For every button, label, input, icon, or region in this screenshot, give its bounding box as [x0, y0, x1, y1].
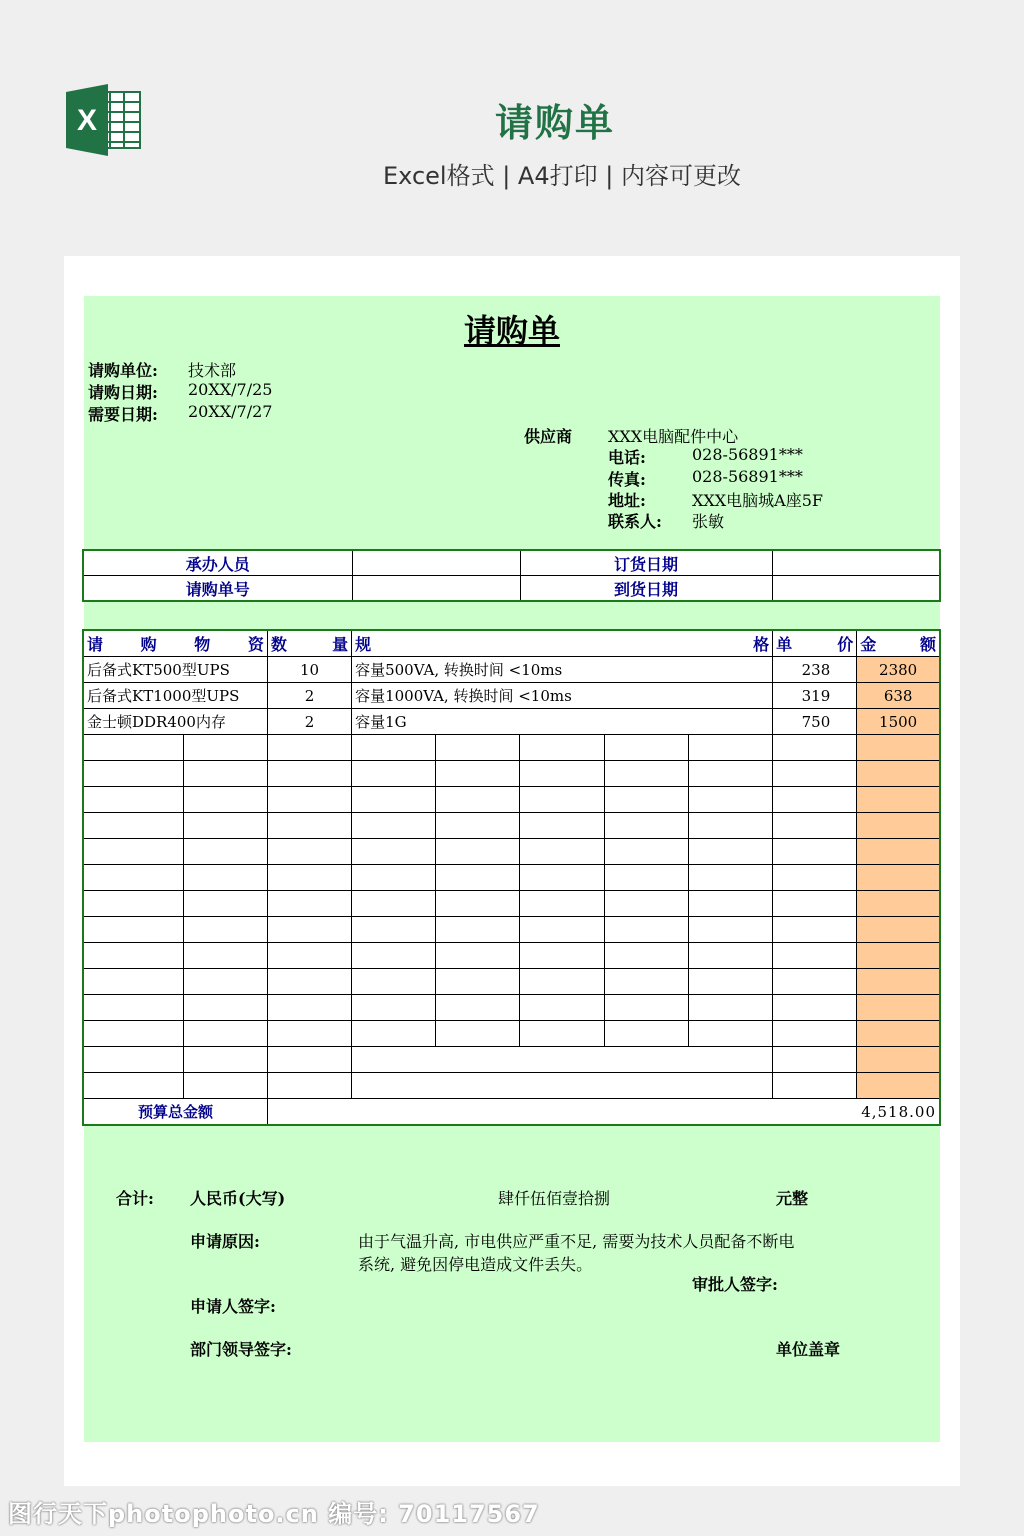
rmb-label: 人民币(大写)	[190, 1189, 286, 1208]
header-name-char: 请	[87, 635, 104, 654]
empty-cell[interactable]	[436, 839, 520, 865]
empty-cell[interactable]	[604, 917, 688, 943]
empty-cell[interactable]	[83, 813, 183, 839]
header-name-char: 购	[140, 635, 157, 654]
handler-cell[interactable]	[352, 550, 520, 576]
total-label: 预算总金额	[83, 1099, 267, 1126]
empty-cell[interactable]	[857, 917, 940, 943]
empty-cell[interactable]	[352, 813, 436, 839]
empty-cell[interactable]	[436, 865, 520, 891]
empty-cell[interactable]	[436, 943, 520, 969]
empty-cell[interactable]	[773, 787, 857, 813]
requester-unit-label: 请购单位:	[88, 361, 158, 380]
empty-cell[interactable]	[352, 735, 436, 761]
item-name[interactable]: 后备式KT1000型UPS	[83, 683, 267, 709]
empty-cell[interactable]	[688, 813, 772, 839]
empty-cell[interactable]	[688, 839, 772, 865]
empty-cell[interactable]	[267, 787, 351, 813]
empty-cell[interactable]	[688, 943, 772, 969]
empty-cell[interactable]	[267, 891, 351, 917]
empty-cell[interactable]	[773, 839, 857, 865]
empty-cell[interactable]	[83, 735, 183, 761]
empty-row	[83, 787, 940, 813]
empty-cell[interactable]	[267, 917, 351, 943]
empty-cell[interactable]	[83, 917, 183, 943]
address-label: 地址:	[608, 491, 646, 510]
empty-cell[interactable]	[267, 839, 351, 865]
supplier-value: XXX电脑配件中心	[608, 427, 739, 446]
address-value: XXX电脑城A座5F	[692, 491, 824, 510]
empty-cell[interactable]	[352, 943, 436, 969]
empty-cell[interactable]	[352, 787, 436, 813]
item-spec[interactable]: 容量500VA, 转换时间 <10ms	[352, 657, 773, 683]
empty-cell[interactable]	[83, 969, 183, 995]
seal-label: 单位盖章	[776, 1340, 841, 1359]
empty-cell[interactable]	[688, 761, 772, 787]
contact-value: 张敏	[692, 512, 725, 531]
empty-cell[interactable]	[267, 1073, 351, 1099]
empty-cell[interactable]	[267, 813, 351, 839]
empty-cell[interactable]	[267, 761, 351, 787]
item-price[interactable]: 238	[773, 657, 857, 683]
fax-value: 028-56891***	[692, 467, 803, 486]
page-subtitle: Excel格式 | A4打印 | 内容可更改	[383, 162, 741, 190]
empty-cell[interactable]	[352, 839, 436, 865]
empty-cell[interactable]	[352, 865, 436, 891]
empty-cell[interactable]	[436, 787, 520, 813]
empty-row	[83, 917, 940, 943]
empty-cell[interactable]	[83, 1073, 183, 1099]
applicant-signature-label: 申请人签字:	[190, 1297, 276, 1316]
rmb-amount-text: 肆仟伍佰壹拾捌	[498, 1189, 611, 1208]
empty-cell[interactable]	[688, 995, 772, 1021]
empty-row	[83, 839, 940, 865]
empty-row	[83, 943, 940, 969]
fax-label: 传真:	[608, 470, 646, 489]
page-title: 请购单	[494, 101, 615, 145]
empty-cell[interactable]	[183, 969, 267, 995]
empty-row	[83, 1047, 940, 1073]
empty-cell[interactable]	[436, 891, 520, 917]
empty-cell[interactable]	[352, 1047, 773, 1073]
empty-cell[interactable]	[267, 969, 351, 995]
header-amount	[857, 630, 940, 657]
empty-cell[interactable]	[436, 917, 520, 943]
empty-cell[interactable]	[857, 865, 940, 891]
empty-cell[interactable]	[857, 839, 940, 865]
total-value: 4,518.00	[267, 1099, 940, 1126]
empty-cell[interactable]	[773, 1073, 857, 1099]
phone-label: 电话:	[608, 448, 646, 467]
empty-row	[83, 865, 940, 891]
phone-value: 028-56891***	[692, 445, 803, 464]
svg-text:X: X	[76, 104, 98, 137]
empty-cell[interactable]	[520, 761, 604, 787]
arrival-date-label: 到货日期	[520, 576, 772, 602]
info-table	[82, 549, 941, 602]
empty-cell[interactable]	[520, 787, 604, 813]
empty-cell[interactable]	[520, 1021, 604, 1047]
empty-cell[interactable]	[773, 865, 857, 891]
reason-line-2: 系统, 避免因停电造成文件丢失。	[358, 1255, 593, 1274]
empty-cell[interactable]	[267, 1047, 351, 1073]
empty-cell[interactable]	[183, 865, 267, 891]
header-price-char: 价	[837, 635, 854, 654]
header-qty-char: 量	[332, 635, 349, 654]
empty-cell[interactable]	[183, 813, 267, 839]
empty-cell[interactable]	[83, 1021, 183, 1047]
reason-label: 申请原因:	[190, 1232, 260, 1251]
empty-cell[interactable]	[857, 943, 940, 969]
empty-cell[interactable]	[436, 735, 520, 761]
empty-cell[interactable]	[352, 917, 436, 943]
item-name[interactable]: 后备式KT500型UPS	[83, 657, 267, 683]
empty-cell[interactable]	[604, 943, 688, 969]
empty-cell[interactable]	[520, 943, 604, 969]
empty-cell[interactable]	[688, 735, 772, 761]
reason-line-1: 由于气温升高, 市电供应严重不足, 需要为技术人员配备不断电	[358, 1232, 795, 1251]
empty-cell[interactable]	[857, 969, 940, 995]
empty-cell[interactable]	[352, 1021, 436, 1047]
empty-cell[interactable]	[688, 917, 772, 943]
empty-cell[interactable]	[773, 891, 857, 917]
empty-cell[interactable]	[688, 1021, 772, 1047]
empty-cell[interactable]	[183, 761, 267, 787]
header-spec	[352, 630, 773, 657]
header-qty	[267, 630, 351, 657]
empty-cell[interactable]	[83, 787, 183, 813]
empty-cell[interactable]	[773, 761, 857, 787]
items-table	[82, 629, 941, 1126]
empty-cell[interactable]	[604, 735, 688, 761]
header-spec-char: 格	[753, 635, 770, 654]
empty-cell[interactable]	[857, 787, 940, 813]
empty-cell[interactable]	[352, 969, 436, 995]
header-name-char: 资	[247, 635, 264, 654]
item-qty[interactable]: 2	[267, 709, 351, 735]
header-qty-char: 数	[270, 635, 287, 654]
empty-row	[83, 995, 940, 1021]
need-date-value: 20XX/7/27	[188, 402, 273, 421]
empty-cell[interactable]	[520, 813, 604, 839]
empty-cell[interactable]	[773, 943, 857, 969]
empty-cell[interactable]	[604, 761, 688, 787]
empty-row	[83, 761, 940, 787]
empty-cell[interactable]	[520, 735, 604, 761]
empty-cell[interactable]	[436, 813, 520, 839]
header-amount-char: 额	[919, 635, 936, 654]
empty-cell[interactable]	[773, 1047, 857, 1073]
empty-cell[interactable]	[773, 813, 857, 839]
header-spec-char: 规	[355, 635, 372, 654]
empty-cell[interactable]	[183, 891, 267, 917]
total-row	[83, 1099, 940, 1126]
approver-signature-label: 审批人签字:	[692, 1275, 778, 1294]
empty-row	[83, 891, 940, 917]
empty-cell[interactable]	[520, 891, 604, 917]
sum-label: 合计:	[116, 1189, 154, 1208]
empty-row	[83, 735, 940, 761]
header-row	[83, 630, 940, 657]
empty-cell[interactable]	[436, 995, 520, 1021]
request-no-cell[interactable]	[352, 576, 520, 602]
supplier-label: 供应商	[524, 427, 573, 446]
empty-cell[interactable]	[773, 735, 857, 761]
empty-cell[interactable]	[773, 1021, 857, 1047]
empty-cell[interactable]	[83, 995, 183, 1021]
item-spec[interactable]: 容量1G	[352, 709, 773, 735]
empty-cell[interactable]	[183, 995, 267, 1021]
watermark: 图行天下photophoto.cn 编号: 70117567	[8, 1500, 540, 1528]
empty-cell[interactable]	[83, 891, 183, 917]
request-date-label: 请购日期:	[88, 383, 158, 402]
empty-cell[interactable]	[83, 865, 183, 891]
empty-cell[interactable]	[773, 995, 857, 1021]
empty-cell[interactable]	[857, 1047, 940, 1073]
empty-cell[interactable]	[436, 1021, 520, 1047]
empty-cell[interactable]	[183, 1021, 267, 1047]
empty-cell[interactable]	[520, 865, 604, 891]
empty-cell[interactable]	[267, 865, 351, 891]
empty-cell[interactable]	[183, 839, 267, 865]
empty-cell[interactable]	[857, 1021, 940, 1047]
empty-cell[interactable]	[604, 839, 688, 865]
empty-cell[interactable]	[688, 865, 772, 891]
empty-cell[interactable]	[183, 787, 267, 813]
empty-cell[interactable]	[857, 813, 940, 839]
empty-row	[83, 1021, 940, 1047]
empty-row	[83, 969, 940, 995]
order-date-cell[interactable]	[772, 550, 940, 576]
empty-cell[interactable]	[773, 917, 857, 943]
handler-label: 承办人员	[83, 550, 352, 576]
empty-cell[interactable]	[83, 839, 183, 865]
header-amount-char: 金	[860, 635, 877, 654]
empty-cell[interactable]	[604, 865, 688, 891]
contact-label: 联系人:	[608, 512, 662, 531]
empty-cell[interactable]	[183, 917, 267, 943]
empty-cell[interactable]	[520, 969, 604, 995]
form-title: 请购单	[463, 312, 560, 350]
yuan-label: 元整	[776, 1189, 809, 1208]
item-price[interactable]: 319	[773, 683, 857, 709]
empty-cell[interactable]	[604, 1021, 688, 1047]
item-amount[interactable]: 1500	[857, 709, 940, 735]
empty-cell[interactable]	[267, 735, 351, 761]
empty-cell[interactable]	[183, 1073, 267, 1099]
empty-cell[interactable]	[436, 969, 520, 995]
empty-cell[interactable]	[857, 735, 940, 761]
empty-cell[interactable]	[267, 995, 351, 1021]
empty-row	[83, 813, 940, 839]
item-name[interactable]: 金士顿DDR400内存	[83, 709, 267, 735]
empty-cell[interactable]	[857, 995, 940, 1021]
requester-unit-value: 技术部	[188, 361, 237, 380]
empty-cell[interactable]	[688, 891, 772, 917]
empty-row	[83, 1073, 940, 1099]
order-date-label: 订货日期	[520, 550, 772, 576]
empty-cell[interactable]	[520, 917, 604, 943]
empty-cell[interactable]	[352, 761, 436, 787]
item-spec[interactable]: 容量1000VA, 转换时间 <10ms	[352, 683, 773, 709]
table-row	[83, 683, 940, 709]
empty-cell[interactable]	[688, 787, 772, 813]
empty-cell[interactable]	[267, 943, 351, 969]
empty-cell[interactable]	[436, 761, 520, 787]
empty-cell[interactable]	[267, 1021, 351, 1047]
header-price	[773, 630, 857, 657]
empty-cell[interactable]	[183, 735, 267, 761]
item-qty[interactable]: 10	[267, 657, 351, 683]
request-date-value: 20XX/7/25	[188, 380, 273, 399]
empty-cell[interactable]	[604, 891, 688, 917]
empty-cell[interactable]	[857, 1073, 940, 1099]
empty-cell[interactable]	[352, 891, 436, 917]
item-price[interactable]: 750	[773, 709, 857, 735]
empty-cell[interactable]	[857, 761, 940, 787]
empty-cell[interactable]	[352, 995, 436, 1021]
empty-cell[interactable]	[604, 813, 688, 839]
empty-cell[interactable]	[83, 761, 183, 787]
empty-cell[interactable]	[520, 839, 604, 865]
empty-cell[interactable]	[183, 1047, 267, 1073]
empty-cell[interactable]	[183, 943, 267, 969]
empty-cell[interactable]	[83, 943, 183, 969]
item-amount[interactable]: 638	[857, 683, 940, 709]
empty-cell[interactable]	[688, 969, 772, 995]
table-row	[83, 657, 940, 683]
empty-cell[interactable]	[604, 787, 688, 813]
need-date-label: 需要日期:	[88, 405, 158, 424]
empty-cell[interactable]	[773, 969, 857, 995]
request-no-label: 请购单号	[83, 576, 352, 602]
table-row	[83, 709, 940, 735]
empty-cell[interactable]	[83, 1047, 183, 1073]
dept-leader-signature-label: 部门领导签字:	[190, 1340, 292, 1359]
arrival-date-cell[interactable]	[772, 576, 940, 602]
item-qty[interactable]: 2	[267, 683, 351, 709]
header-price-char: 单	[776, 635, 793, 654]
empty-cell[interactable]	[857, 891, 940, 917]
empty-cell[interactable]	[604, 995, 688, 1021]
empty-cell[interactable]	[352, 1073, 773, 1099]
empty-cell[interactable]	[520, 995, 604, 1021]
header-name	[83, 630, 267, 657]
empty-cell[interactable]	[604, 969, 688, 995]
header-name-char: 物	[194, 635, 211, 654]
item-amount[interactable]: 2380	[857, 657, 940, 683]
